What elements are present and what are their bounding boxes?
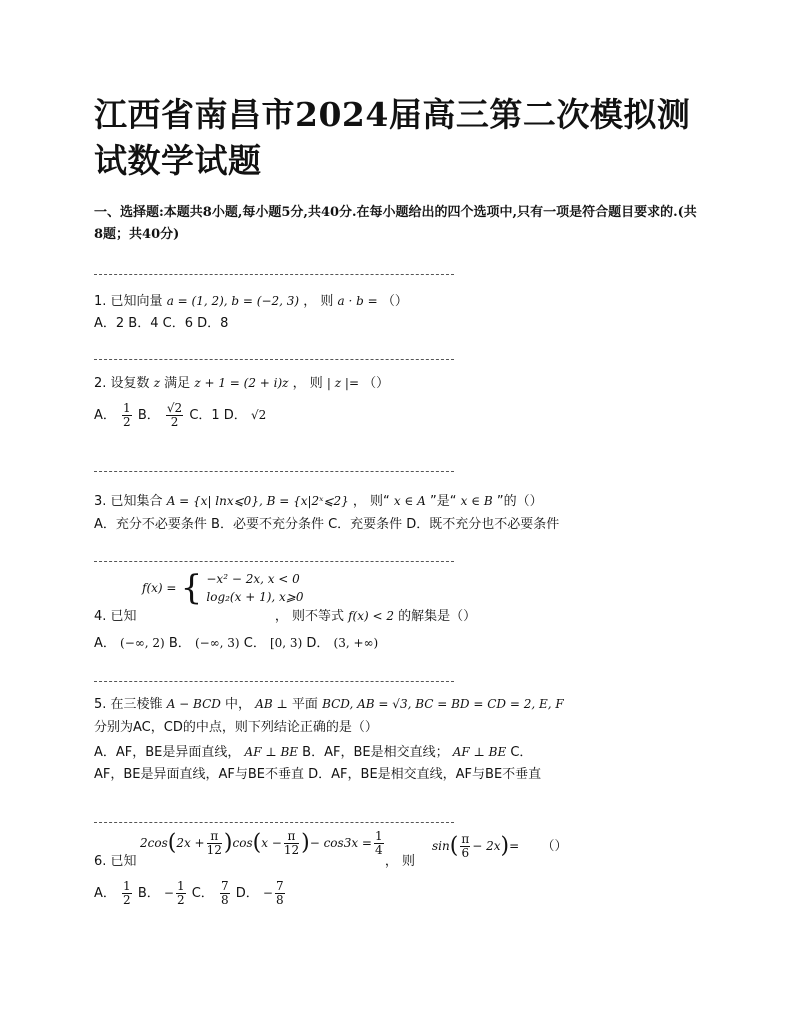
question-5-options-cont: AF，BE是异面直线，AF与BE不垂直 D．AF，BE是相交直线，AF与BE不垂直	[94, 767, 542, 782]
answer-blank: （）	[541, 839, 568, 854]
math-expression: z	[153, 376, 161, 390]
answer-blank: 的解集是（）	[398, 609, 477, 624]
math-expression: f(x) =	[142, 581, 177, 595]
question-text: 中，	[225, 697, 252, 712]
question-text: 4. 已知	[94, 609, 137, 624]
question-6-equation: 2cos(2x + $\frac{\pi}{12}$ )cos(x − $\frac{\pi}{12}$ )− cos3x = $\frac{1}{4}$	[140, 829, 383, 857]
math-expression: A = {x| lnx⩽0}, B = {x|2ˣ⩽2}	[166, 494, 349, 508]
math-expression: √2	[250, 408, 267, 422]
section-heading: 一、选择题:本题共8小题,每小题5分,共40分.在每小题给出的四个选项中,只有一项是符合题目要求的.(共8题；共40分)	[94, 205, 697, 242]
question-4-options: A． (−∞, 2) B． (−∞, 3) C． [0, 3) D． (3, +∞)	[94, 636, 379, 651]
question-1	[94, 291, 408, 312]
divider	[94, 822, 454, 823]
answer-blank: （）	[363, 376, 390, 391]
divider	[94, 681, 454, 682]
math-expression: x ∈ B	[460, 494, 493, 508]
question-5-options: A．AF，BE是异面直线， AF ⊥ BE B．AF，BE是相交直线； AF ⊥ BE C．	[94, 745, 533, 760]
math-expression: A − BCD	[166, 697, 221, 711]
question-text: ， 则“	[352, 494, 390, 509]
question-4	[94, 606, 476, 627]
divider	[94, 561, 454, 562]
page-title: 江西省南昌市2024届高三第二次模拟测试数学试题	[94, 95, 691, 180]
answer-blank: （）	[381, 294, 408, 309]
piecewise-cases: −x² − 2x, x < 0 log₂(x + 1), x⩾0	[206, 572, 304, 604]
brace-glyph: {	[180, 568, 203, 608]
question-3	[94, 491, 543, 512]
question-2	[94, 373, 389, 394]
fraction: $\frac{√2}{2}$	[166, 401, 183, 429]
question-text: 6. 已知	[94, 854, 137, 869]
question-5-line2: 分别为AC，CD的中点，则下列结论正确的是（）	[94, 720, 378, 735]
question-text: ， 则	[303, 294, 334, 309]
divider	[94, 274, 454, 275]
fraction: $\frac{1}{2}$	[123, 879, 131, 907]
math-expression: a = (1, 2), b = (−2, 3)	[166, 294, 300, 308]
math-expression: (−∞, 2)	[120, 636, 165, 650]
fraction: $\frac{7}{8}$	[220, 879, 229, 907]
question-text: 平面	[291, 697, 318, 712]
fraction: $\frac{\pi}{6}$	[461, 832, 470, 860]
math-expression: f(x) < 2	[348, 609, 394, 623]
math-expression: | z |=	[326, 376, 359, 390]
math-expression: a · b =	[337, 294, 378, 308]
question-6	[94, 852, 415, 872]
fraction: $\frac{1}{4}$	[374, 829, 383, 857]
math-expression: x ∈ A	[393, 494, 426, 508]
piecewise-function	[142, 570, 303, 606]
question-text: ， 则不等式	[274, 609, 344, 624]
math-expression: AF ⊥ BE	[452, 745, 507, 759]
question-text: 1. 已知向量	[94, 294, 163, 309]
fraction: $\frac{1}{2}$	[123, 401, 131, 429]
question-6-options: A． $\frac{1}{2}$ B． − $\frac{1}{2}$ C． $\frac{7}{8}$ D． − $\frac{7}{8}$	[94, 879, 284, 907]
divider	[94, 471, 454, 472]
question-text: 5. 在三棱锥	[94, 697, 163, 712]
math-expression: BCD, AB = √3, BC = BD = CD = 2, E, F	[322, 697, 564, 711]
question-text: 3. 已知集合	[94, 494, 163, 509]
fraction: $\frac{\pi}{12}$	[283, 829, 300, 857]
math-expression: (−∞, 3)	[194, 636, 240, 650]
question-3-options: A．充分不必要条件 B．必要不充分条件 C．充要条件 D．既不充分也不必要条件	[94, 517, 560, 532]
option-label: A．	[94, 408, 116, 423]
question-text: 满足	[164, 376, 191, 391]
question-2-options	[94, 402, 266, 429]
question-5	[94, 694, 564, 715]
option-label: B．	[137, 408, 160, 423]
fraction: $\frac{7}{8}$	[275, 879, 284, 907]
question-text: 2. 设复数	[94, 376, 150, 391]
math-expression: [0, 3)	[269, 636, 303, 650]
math-expression: (3, +∞)	[333, 636, 379, 650]
question-text: ， 则	[384, 854, 415, 869]
question-text: ， 则	[292, 376, 323, 391]
question-6-rhs: sin( $\frac{\pi}{6}$ − 2x)= （）	[432, 832, 568, 860]
fraction: $\frac{1}{2}$	[176, 879, 185, 907]
math-expression: AB ⊥	[255, 697, 288, 711]
question-1-options: A．2 B．4 C．6 D．8	[94, 316, 229, 331]
divider	[94, 359, 454, 360]
option-label: C．1 D．	[189, 408, 247, 423]
question-text: ”是“	[430, 494, 457, 509]
math-expression: z + 1 = (2 + i)z	[194, 376, 289, 390]
answer-blank: ”的（）	[496, 494, 543, 509]
math-expression: AF ⊥ BE	[244, 745, 299, 759]
fraction: $\frac{\pi}{12}$	[206, 829, 222, 857]
